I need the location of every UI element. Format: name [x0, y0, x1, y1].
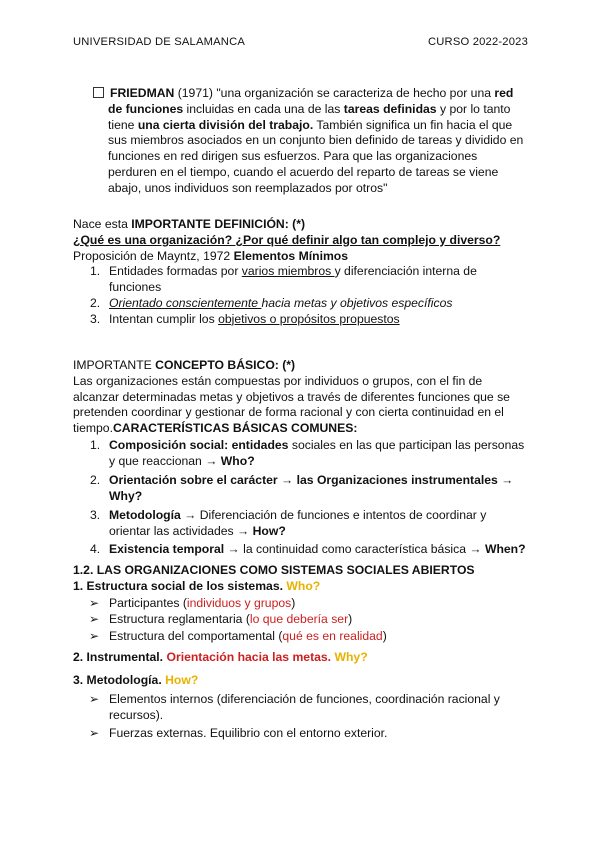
subsection-1: 1. Estructura social de los sistemas. Who? — [73, 578, 321, 593]
header-right: CURSO 2022-2023 — [427, 36, 528, 48]
list-item: 1. Composición social: entidades sociales en las que participan las personas y que reaccionan → Who? — [90, 437, 525, 469]
list-item: ➢ Fuerzas externas. Equilibrio con el entorno exterior. — [89, 725, 388, 740]
definition-question: ¿Qué es una organización? ¿Por qué definir algo tan complejo y diverso? — [73, 232, 501, 247]
systems-section — [73, 563, 528, 741]
concept-intro: IMPORTANTE CONCEPTO BÁSICO: (*) — [73, 358, 296, 372]
list-item: 1. Entidades formadas por varios miembros y diferenciación interna de funciones — [90, 264, 477, 295]
concept-section — [73, 358, 528, 558]
definition-section — [73, 217, 528, 328]
definition-list — [73, 264, 528, 327]
characteristics-list — [73, 437, 528, 558]
section-title: 1.2. LAS ORGANIZACIONES COMO SISTEMAS SOCIALES ABIERTOS — [73, 563, 475, 577]
subsection-1-list — [73, 595, 528, 645]
definition-intro: Nace esta IMPORTANTE DEFINICIÓN: (*) — [73, 217, 306, 231]
list-item: 4. Existencia temporal → la continuidad como característica básica → When? — [90, 542, 526, 557]
friedman-quote: FRIEDMAN (1971) "una organización se caracteriza de hecho por una red de funciones incluidas en cada una de las tareas definidas y por lo tanto tiene una cierta división del trabajo. También significa un fin hacia el que sus miembros asociados en un conjunto bien definido de tareas y dividido en funciones en red dirigen sus esfuerzos. Para que las organizaciones perduren en el tiempo, cuando el acuerdo del reparto de tareas se viene abajo, unos individuos son reemplazados por otros" — [93, 86, 528, 197]
subsection-2: 2. Instrumental. Orientación hacia las metas. Why? — [73, 650, 368, 665]
list-item: ➢ Estructura del comportamental (qué es en realidad) — [89, 628, 387, 643]
definition-proposition: Proposición de Mayntz, 1972 Elementos Mínimos — [73, 248, 349, 263]
list-item: 2. Orientación sobre el carácter → las Organizaciones instrumentales → Why? — [90, 472, 514, 504]
header-left: UNIVERSIDAD DE SALAMANCA — [73, 36, 246, 48]
list-item: ➢ Estructura reglamentaria (lo que debería ser) — [89, 612, 353, 627]
list-item: 3. Intentan cumplir los objetivos o propósitos propuestos — [90, 311, 400, 326]
list-item: 3. Metodología → Diferenciación de funciones e intentos de coordinar y orientar las actividades → How? — [90, 507, 487, 539]
list-item: ➢ Participantes (individuos y grupos) — [89, 595, 296, 610]
concept-text: Las organizaciones están compuestas por individuos o grupos, con el fin de alcanzar determinadas metas y objetivos a través de diferentes funciones que se pretenden coordinar y gestionar de forma racional y con cierta continuidad en el tiempo.CARACTERÍSTICAS BÁSICAS COMUNES: — [73, 373, 510, 436]
subsection-3: 3. Metodología. How? — [73, 673, 199, 688]
subsection-3-list — [73, 691, 528, 741]
list-item: ➢ Elementos internos (diferenciación de funciones, coordinación racional y recursos). — [89, 691, 500, 722]
list-item: 2. Orientado conscientemente hacia metas y objetivos específicos — [90, 295, 453, 310]
checkbox-icon[interactable] — [93, 87, 104, 98]
